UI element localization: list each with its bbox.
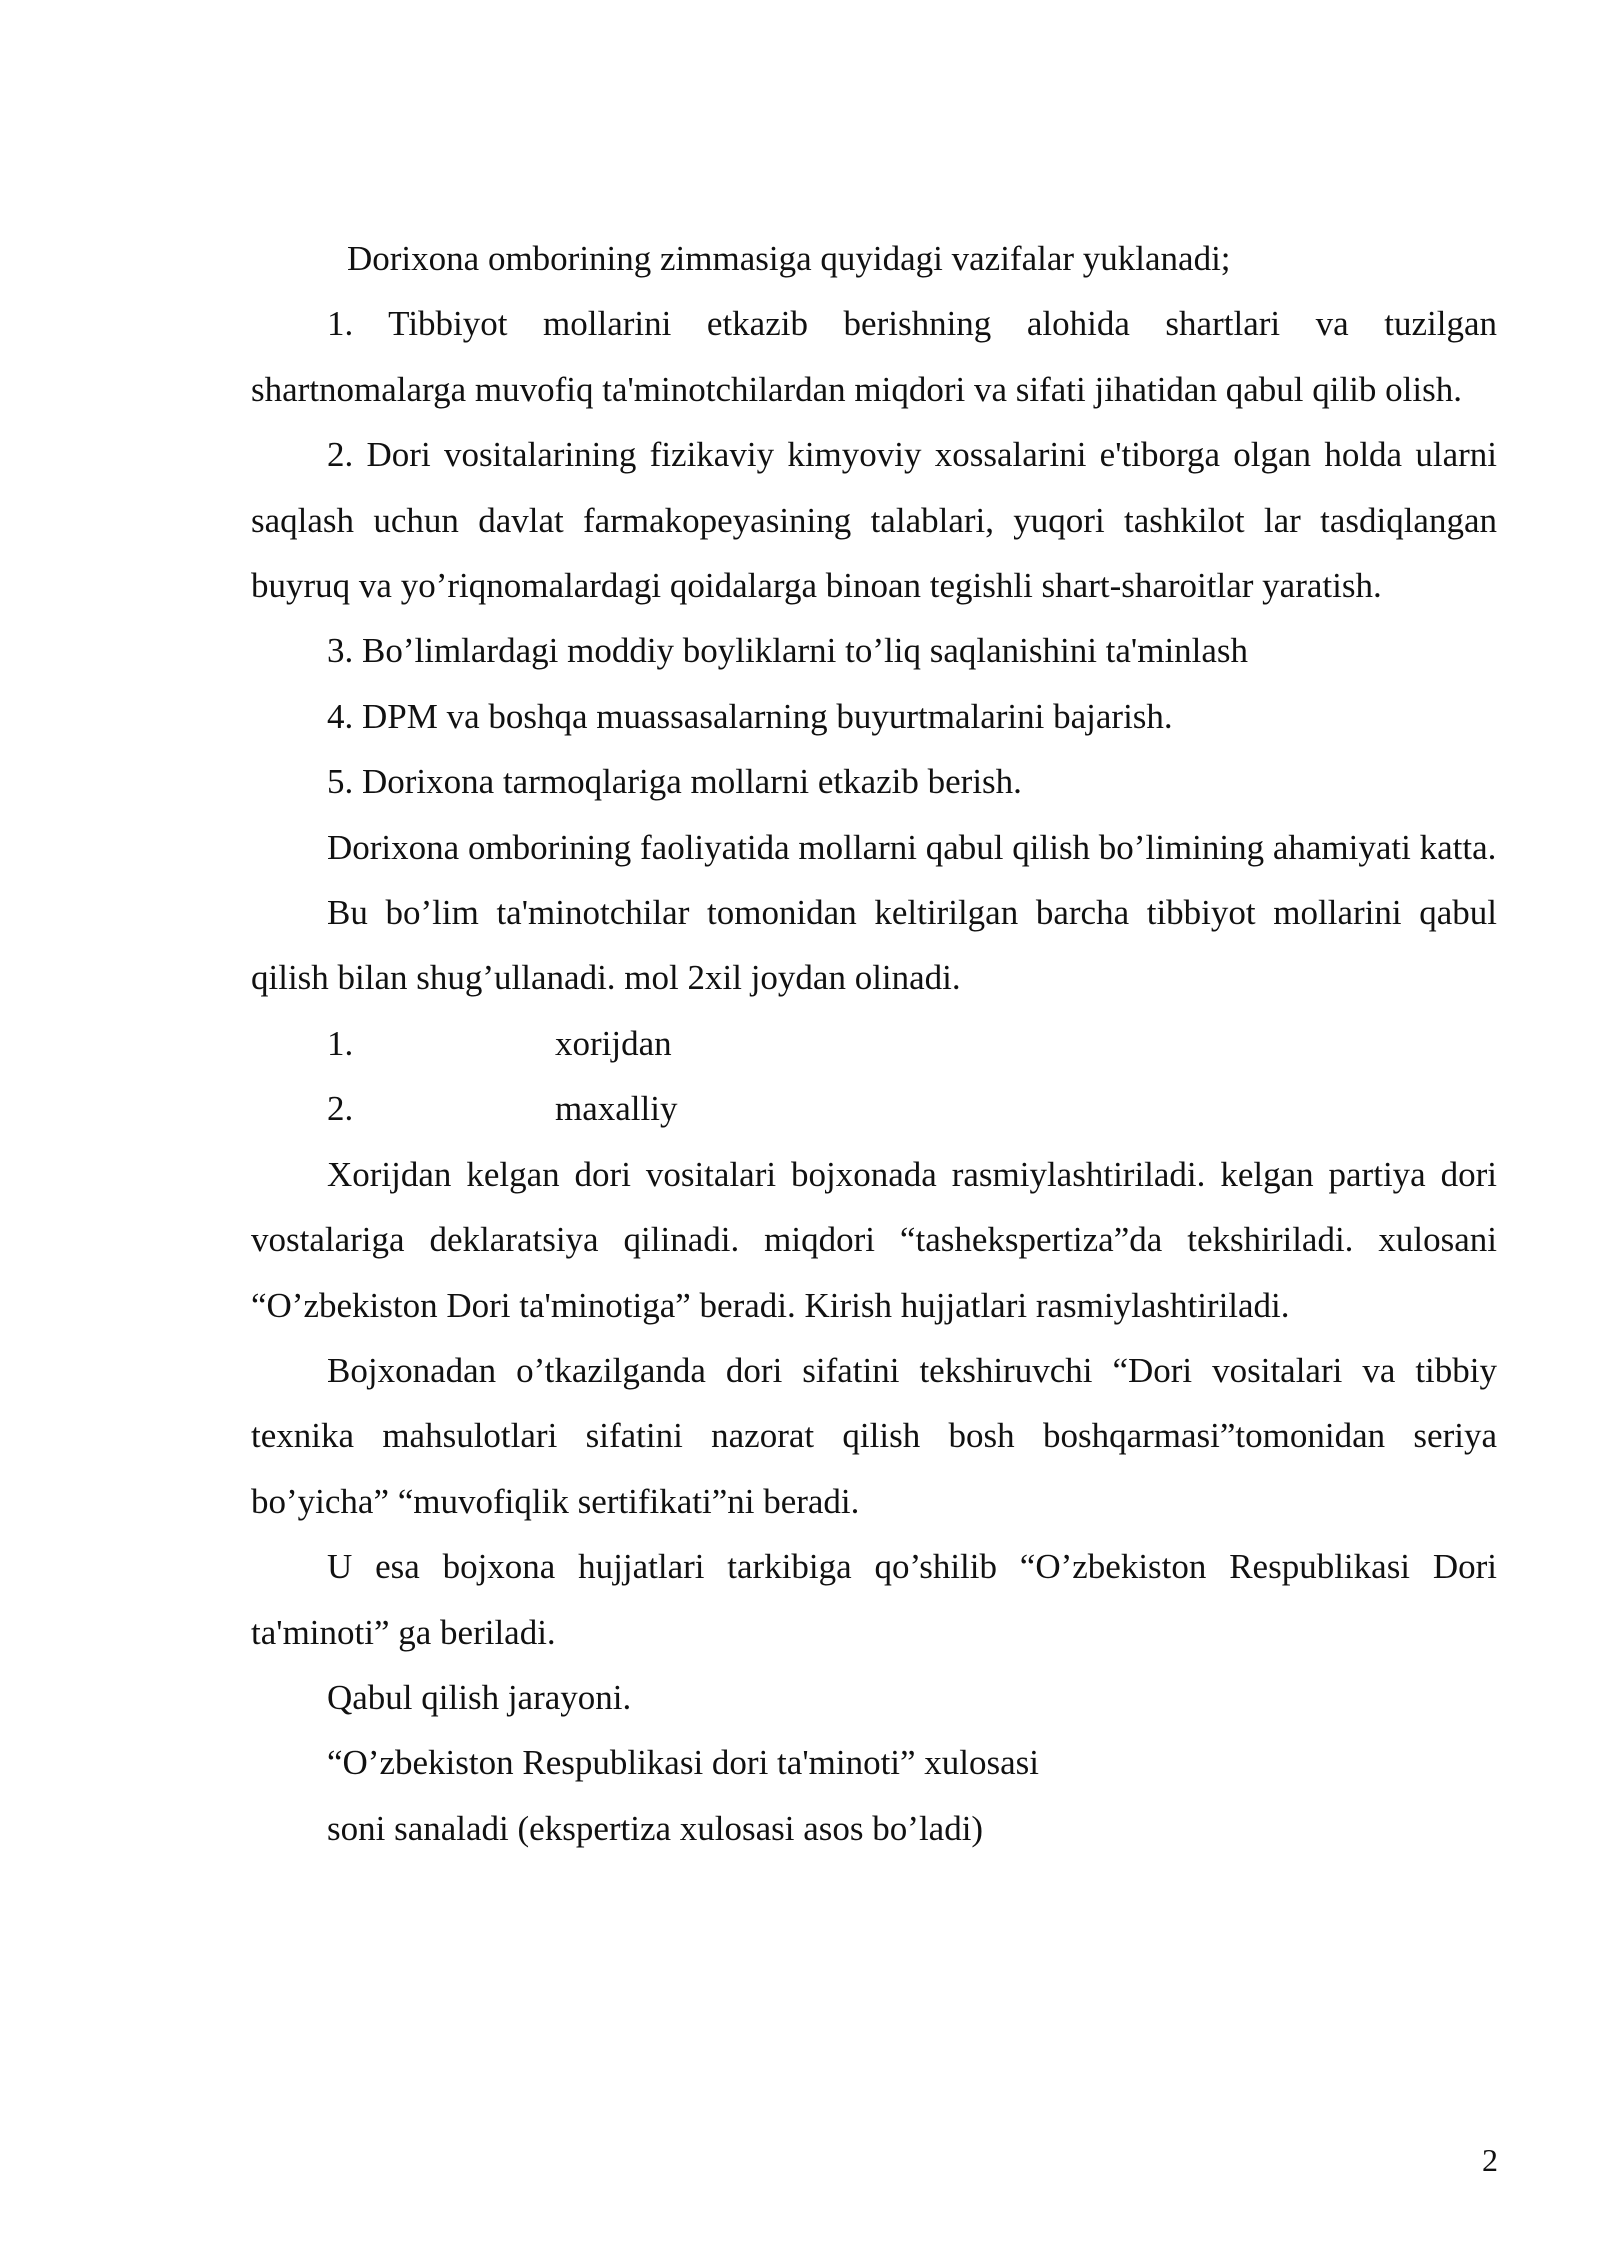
paragraph-receiving-department: Dorixona omborining faoliyatida mollarni qabul qilish bo’limining ahamiyati katta. bbox=[327, 827, 1497, 867]
source-item-1 bbox=[251, 1011, 1497, 1076]
intro-heading: Dorixona omborining zimmasiga quyidagi vazifalar yuklanadi; bbox=[347, 239, 1231, 278]
source-label: maxalliy bbox=[555, 1089, 678, 1129]
paragraph-customs: Xorijdan kelgan dori vositalari bojxonada rasmiylashtiriladi. kelgan partiya dori vostalariga deklaratsiya qilinadi. miqdori “tashekspertiza”da tekshiriladi. xulosani “O’zbekiston Dori ta'minotiga” beradi. Kirish hujjatlari rasmiylashtiriladi. bbox=[251, 1154, 1497, 1325]
paragraph-conclusion: “O’zbekiston Respublikasi dori ta'minoti” xulosasi bbox=[327, 1743, 1040, 1783]
task-item-3: 3. Bo’limlardagi moddiy boyliklarni to’liq saqlanishini ta'minlash bbox=[327, 631, 1249, 671]
paragraph-process-heading: Qabul qilish jarayoni. bbox=[327, 1677, 632, 1717]
page-number: 2 bbox=[1482, 2142, 1498, 2178]
task-item-2: 2. Dori vositalarining fizikaviy kimyoviy xossalarini e'tiborga olgan holda ularni saqlash uchun davlat farmakopeyasining talablari, yuqori tashkilot lar tasdiqlangan buyruq va yo’riqnomalardagi qoidalarga binoan tegishli shart-sharoitlar yaratish. bbox=[251, 435, 1497, 606]
task-item-4: 4. DPM va boshqa muassasalarning buyurtmalarini bajarish. bbox=[327, 696, 1173, 736]
task-item-5: 5. Dorixona tarmoqlariga mollarni etkazib berish. bbox=[327, 762, 1022, 802]
task-item-1: 1. Tibbiyot mollarini etkazib berishning alohida shartlari va tuzilgan shartnomalarga muvofiq ta'minotchilardan miqdori va sifati jihatidan qabul qilib olish. bbox=[251, 304, 1497, 409]
paragraph-department-duties: Bu bo’lim ta'minotchilar tomonidan keltirilgan barcha tibbiyot mollarini qabul qilish bilan shug’ullanadi. mol 2xil joydan olinadi. bbox=[251, 893, 1497, 998]
source-number: 1. bbox=[327, 1023, 354, 1063]
source-label: xorijdan bbox=[555, 1023, 672, 1063]
source-item-2 bbox=[251, 1076, 1497, 1141]
body-text bbox=[251, 226, 1497, 1861]
paragraph-certificate: Bojxonadan o’tkazilganda dori sifatini tekshiruvchi “Dori vositalari va tibbiy texnika mahsulotlari sifatini nazorat qilish bosh boshqarmasi”tomonidan seriya bo’yicha” “muvofiqlik sertifikati”ni beradi. bbox=[251, 1350, 1497, 1521]
source-number: 2. bbox=[327, 1089, 354, 1129]
paragraph-submission: U esa bojxona hujjatlari tarkibiga qo’shilib “O’zbekiston Respublikasi Dori ta'minoti” ga beriladi. bbox=[251, 1547, 1497, 1652]
paragraph-counting: soni sanaladi (ekspertiza xulosasi asos bo’ladi) bbox=[327, 1808, 984, 1848]
